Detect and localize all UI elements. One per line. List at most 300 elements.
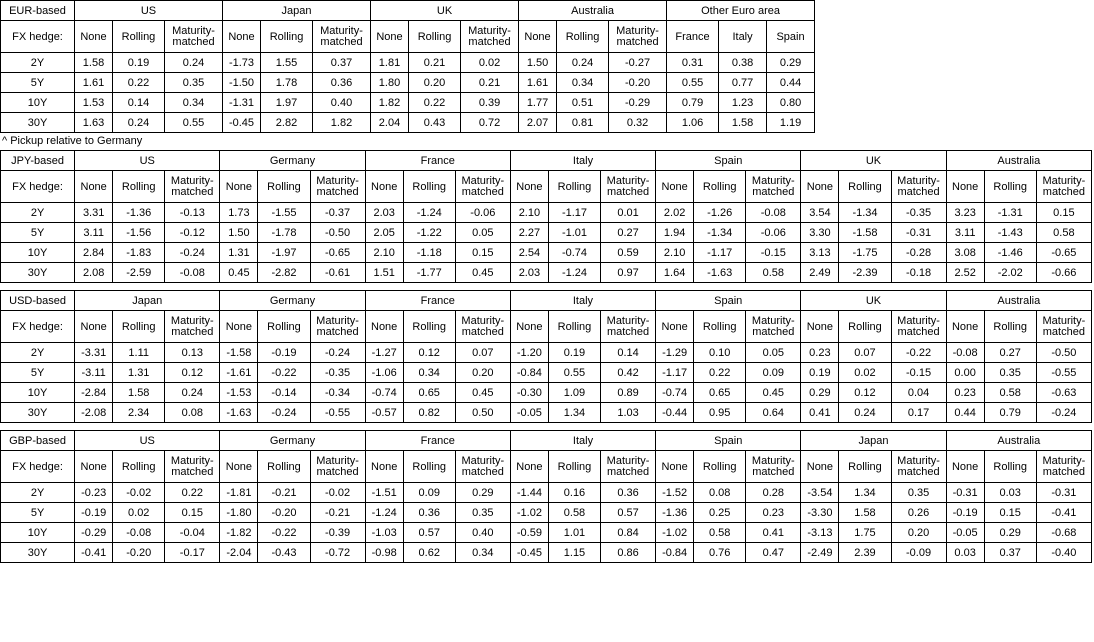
sub-header: None xyxy=(656,171,694,203)
data-cell: 0.55 xyxy=(667,73,719,93)
data-cell: 2.02 xyxy=(656,203,694,223)
sub-header: None xyxy=(75,21,113,53)
data-cell: -1.36 xyxy=(113,203,165,223)
row-label: 2Y xyxy=(1,203,75,223)
data-cell: 1.23 xyxy=(719,93,767,113)
sub-header: None xyxy=(519,21,557,53)
data-cell: 0.09 xyxy=(746,363,801,383)
data-cell: -1.22 xyxy=(403,223,455,243)
sub-header: Rolling xyxy=(403,451,455,483)
table-row xyxy=(1,543,1092,563)
data-cell: -1.02 xyxy=(656,523,694,543)
data-cell: 0.28 xyxy=(746,483,801,503)
data-cell: 1.82 xyxy=(371,93,409,113)
sub-header: Maturity- matched xyxy=(165,311,220,343)
sub-header: None xyxy=(365,311,403,343)
data-cell: -1.36 xyxy=(656,503,694,523)
data-cell: 0.29 xyxy=(767,53,815,73)
data-cell: 0.15 xyxy=(1036,203,1091,223)
data-cell: -1.52 xyxy=(656,483,694,503)
data-cell: -1.58 xyxy=(839,223,891,243)
data-cell: -1.17 xyxy=(656,363,694,383)
fx-hedge-label: FX hedge: xyxy=(1,21,75,53)
data-cell: -0.23 xyxy=(75,483,113,503)
data-cell: -1.97 xyxy=(258,243,310,263)
data-cell: 1.58 xyxy=(113,383,165,403)
block-gap xyxy=(0,423,1094,430)
data-cell: -0.17 xyxy=(165,543,220,563)
table-row xyxy=(1,53,815,73)
data-cell: -1.27 xyxy=(365,343,403,363)
sub-header: Rolling xyxy=(694,311,746,343)
data-cell: 0.51 xyxy=(557,93,609,113)
sub-header: None xyxy=(656,311,694,343)
sub-header: Rolling xyxy=(261,21,313,53)
data-cell: 1.63 xyxy=(75,113,113,133)
data-cell: -1.55 xyxy=(258,203,310,223)
fx-hedge-label: FX hedge: xyxy=(1,451,75,483)
sub-header: None xyxy=(946,311,984,343)
data-cell: -0.15 xyxy=(891,363,946,383)
data-cell: -1.83 xyxy=(113,243,165,263)
header-row-groups xyxy=(1,291,1092,311)
data-cell: -0.68 xyxy=(1036,523,1091,543)
group-header: Italy xyxy=(510,291,655,311)
header-row-sub xyxy=(1,311,1092,343)
data-cell: -0.66 xyxy=(1036,263,1091,283)
data-cell: -1.63 xyxy=(694,263,746,283)
data-cell: 2.10 xyxy=(510,203,548,223)
sub-header: None xyxy=(801,451,839,483)
sub-header: Maturity- matched xyxy=(461,21,519,53)
sub-header: Maturity- matched xyxy=(1036,451,1091,483)
data-cell: 1.58 xyxy=(75,53,113,73)
sub-header: Rolling xyxy=(839,451,891,483)
sub-header: Maturity- matched xyxy=(601,311,656,343)
data-cell: 0.45 xyxy=(455,263,510,283)
data-cell: 0.44 xyxy=(767,73,815,93)
data-cell: 2.07 xyxy=(519,113,557,133)
data-cell: 0.03 xyxy=(984,483,1036,503)
data-cell: 1.78 xyxy=(261,73,313,93)
data-cell: 0.17 xyxy=(891,403,946,423)
data-cell: -0.74 xyxy=(548,243,600,263)
sub-header: Rolling xyxy=(548,311,600,343)
data-cell: -0.21 xyxy=(258,483,310,503)
data-cell: 1.19 xyxy=(767,113,815,133)
data-cell: 2.10 xyxy=(656,243,694,263)
data-cell: 2.49 xyxy=(801,263,839,283)
data-cell: -0.45 xyxy=(510,543,548,563)
data-cell: 2.04 xyxy=(371,113,409,133)
data-cell: -2.08 xyxy=(75,403,113,423)
data-cell: -1.31 xyxy=(984,203,1036,223)
data-cell: 0.05 xyxy=(746,343,801,363)
data-cell: -0.84 xyxy=(510,363,548,383)
data-cell: -2.39 xyxy=(839,263,891,283)
data-cell: -3.11 xyxy=(75,363,113,383)
data-cell: -0.31 xyxy=(891,223,946,243)
data-cell: 0.29 xyxy=(801,383,839,403)
sub-header: Maturity- matched xyxy=(891,171,946,203)
data-cell: -0.15 xyxy=(746,243,801,263)
group-header: Italy xyxy=(510,151,655,171)
data-cell: 0.15 xyxy=(984,503,1036,523)
data-cell: 0.59 xyxy=(601,243,656,263)
data-cell: 3.11 xyxy=(946,223,984,243)
data-cell: 1.03 xyxy=(601,403,656,423)
sub-header: Rolling xyxy=(557,21,609,53)
sub-header: None xyxy=(801,171,839,203)
data-cell: -0.02 xyxy=(310,483,365,503)
sub-header: Spain xyxy=(767,21,815,53)
data-cell: 0.20 xyxy=(455,363,510,383)
table-row xyxy=(1,73,815,93)
data-cell: 0.55 xyxy=(165,113,223,133)
data-cell: 0.12 xyxy=(165,363,220,383)
data-cell: -1.34 xyxy=(839,203,891,223)
data-cell: 0.58 xyxy=(1036,223,1091,243)
data-cell: 2.52 xyxy=(946,263,984,283)
group-header: Australia xyxy=(946,151,1091,171)
data-cell: -0.21 xyxy=(310,503,365,523)
footnote-eur: ^ Pickup relative to Germany xyxy=(2,135,143,147)
table-row xyxy=(1,263,1092,283)
data-cell: 0.19 xyxy=(113,53,165,73)
data-cell: 0.80 xyxy=(767,93,815,113)
data-cell: -0.12 xyxy=(165,223,220,243)
data-cell: 1.64 xyxy=(656,263,694,283)
data-cell: 1.77 xyxy=(519,93,557,113)
sub-header: Rolling xyxy=(839,311,891,343)
data-cell: 0.04 xyxy=(891,383,946,403)
sub-header: Maturity- matched xyxy=(455,171,510,203)
data-cell: 1.50 xyxy=(220,223,258,243)
data-cell: -0.06 xyxy=(746,223,801,243)
data-cell: 1.15 xyxy=(548,543,600,563)
data-cell: -0.14 xyxy=(258,383,310,403)
group-header: Japan xyxy=(223,1,371,21)
data-cell: -1.31 xyxy=(223,93,261,113)
sub-header: Rolling xyxy=(403,311,455,343)
data-cell: 3.08 xyxy=(946,243,984,263)
sub-header: Maturity- matched xyxy=(746,311,801,343)
data-cell: 2.05 xyxy=(365,223,403,243)
row-label: 5Y xyxy=(1,503,75,523)
row-label: 10Y xyxy=(1,243,75,263)
data-cell: 2.03 xyxy=(365,203,403,223)
data-cell: 0.41 xyxy=(801,403,839,423)
data-cell: -0.57 xyxy=(365,403,403,423)
data-cell: 0.55 xyxy=(548,363,600,383)
sub-header: None xyxy=(75,311,113,343)
sub-header: None xyxy=(510,171,548,203)
data-cell: 0.14 xyxy=(601,343,656,363)
data-cell: 0.10 xyxy=(694,343,746,363)
data-cell: -0.08 xyxy=(113,523,165,543)
data-cell: -0.24 xyxy=(1036,403,1091,423)
data-cell: 0.14 xyxy=(113,93,165,113)
data-cell: -1.24 xyxy=(365,503,403,523)
sub-header: Maturity- matched xyxy=(455,311,510,343)
data-cell: -0.63 xyxy=(1036,383,1091,403)
data-cell: 0.62 xyxy=(403,543,455,563)
table-row xyxy=(1,223,1092,243)
data-cell: 0.23 xyxy=(946,383,984,403)
data-cell: 0.27 xyxy=(984,343,1036,363)
row-label: 30Y xyxy=(1,543,75,563)
data-cell: 0.42 xyxy=(601,363,656,383)
data-cell: 0.02 xyxy=(113,503,165,523)
data-cell: 0.34 xyxy=(165,93,223,113)
sub-header: Rolling xyxy=(258,171,310,203)
data-cell: 1.94 xyxy=(656,223,694,243)
data-cell: -0.22 xyxy=(258,363,310,383)
data-cell: -0.24 xyxy=(258,403,310,423)
sub-header: Maturity- matched xyxy=(313,21,371,53)
data-cell: 1.09 xyxy=(548,383,600,403)
data-cell: 0.02 xyxy=(839,363,891,383)
data-cell: -0.27 xyxy=(609,53,667,73)
data-cell: -0.24 xyxy=(165,243,220,263)
data-cell: -0.45 xyxy=(223,113,261,133)
data-cell: -0.28 xyxy=(891,243,946,263)
sub-header: None xyxy=(801,311,839,343)
data-cell: 0.82 xyxy=(403,403,455,423)
data-cell: -1.75 xyxy=(839,243,891,263)
header-row-sub xyxy=(1,171,1092,203)
sub-header: Rolling xyxy=(839,171,891,203)
data-cell: -3.54 xyxy=(801,483,839,503)
group-header: Italy xyxy=(510,431,655,451)
group-header: Japan xyxy=(75,291,220,311)
group-header: Australia xyxy=(946,431,1091,451)
data-cell: 1.50 xyxy=(519,53,557,73)
data-cell: 0.23 xyxy=(801,343,839,363)
data-cell: 0.34 xyxy=(403,363,455,383)
sub-header: None xyxy=(75,451,113,483)
data-cell: 0.26 xyxy=(891,503,946,523)
data-cell: 2.82 xyxy=(261,113,313,133)
table-row xyxy=(1,113,815,133)
data-cell: -0.08 xyxy=(746,203,801,223)
data-cell: 0.41 xyxy=(746,523,801,543)
data-cell: 0.65 xyxy=(403,383,455,403)
table-gbp-based xyxy=(0,430,1092,563)
data-cell: -0.41 xyxy=(75,543,113,563)
sub-header: Maturity- matched xyxy=(165,451,220,483)
sub-header: Maturity- matched xyxy=(891,311,946,343)
sub-header: Rolling xyxy=(113,21,165,53)
row-label: 2Y xyxy=(1,343,75,363)
data-cell: 1.81 xyxy=(371,53,409,73)
table-row xyxy=(1,383,1092,403)
group-header: Other Euro area xyxy=(667,1,815,21)
data-cell: -1.80 xyxy=(220,503,258,523)
data-cell: 1.82 xyxy=(313,113,371,133)
sub-header: None xyxy=(220,311,258,343)
table-row xyxy=(1,93,815,113)
sub-header: Maturity- matched xyxy=(601,451,656,483)
data-cell: 0.24 xyxy=(557,53,609,73)
sub-header: None xyxy=(946,171,984,203)
sub-header: Rolling xyxy=(694,171,746,203)
data-cell: -1.01 xyxy=(548,223,600,243)
data-cell: 0.36 xyxy=(313,73,371,93)
group-header: Spain xyxy=(656,291,801,311)
header-row-sub xyxy=(1,451,1092,483)
data-cell: 0.97 xyxy=(601,263,656,283)
group-header: UK xyxy=(801,151,946,171)
data-cell: 1.31 xyxy=(220,243,258,263)
group-header: Australia xyxy=(946,291,1091,311)
data-cell: 0.79 xyxy=(984,403,1036,423)
data-cell: 1.01 xyxy=(548,523,600,543)
data-cell: -1.73 xyxy=(223,53,261,73)
sub-header: Rolling xyxy=(984,451,1036,483)
sub-header: Maturity- matched xyxy=(601,171,656,203)
sub-header: Rolling xyxy=(113,311,165,343)
sub-header: Rolling xyxy=(548,171,600,203)
data-cell: 0.15 xyxy=(455,243,510,263)
table-row xyxy=(1,243,1092,263)
data-cell: 0.13 xyxy=(165,343,220,363)
data-cell: -0.35 xyxy=(310,363,365,383)
sub-header: Maturity- matched xyxy=(891,451,946,483)
data-cell: -1.24 xyxy=(548,263,600,283)
data-cell: 3.30 xyxy=(801,223,839,243)
data-cell: -1.24 xyxy=(403,203,455,223)
data-cell: 0.64 xyxy=(746,403,801,423)
data-cell: -0.05 xyxy=(946,523,984,543)
data-cell: -0.98 xyxy=(365,543,403,563)
data-cell: 1.75 xyxy=(839,523,891,543)
data-cell: -3.31 xyxy=(75,343,113,363)
data-cell: -0.19 xyxy=(946,503,984,523)
data-cell: -1.26 xyxy=(694,203,746,223)
sub-header: None xyxy=(371,21,409,53)
data-cell: 0.84 xyxy=(601,523,656,543)
sub-header: Rolling xyxy=(548,451,600,483)
sub-header: Maturity- matched xyxy=(165,21,223,53)
data-cell: -0.74 xyxy=(365,383,403,403)
sub-header: Rolling xyxy=(113,171,165,203)
data-cell: -1.29 xyxy=(656,343,694,363)
sub-header: None xyxy=(510,311,548,343)
data-cell: -0.22 xyxy=(258,523,310,543)
data-cell: -1.50 xyxy=(223,73,261,93)
data-cell: 0.81 xyxy=(557,113,609,133)
data-cell: -1.63 xyxy=(220,403,258,423)
data-cell: 0.58 xyxy=(548,503,600,523)
row-label: 5Y xyxy=(1,223,75,243)
row-label: 30Y xyxy=(1,113,75,133)
data-cell: -0.02 xyxy=(113,483,165,503)
data-cell: 0.20 xyxy=(891,523,946,543)
data-cell: 0.24 xyxy=(165,53,223,73)
header-row-sub xyxy=(1,21,815,53)
data-cell: -0.44 xyxy=(656,403,694,423)
data-cell: 1.51 xyxy=(365,263,403,283)
data-cell: 3.54 xyxy=(801,203,839,223)
data-cell: -0.19 xyxy=(258,343,310,363)
sub-header: Rolling xyxy=(258,451,310,483)
group-header: Japan xyxy=(801,431,946,451)
data-cell: -1.17 xyxy=(548,203,600,223)
data-cell: 0.40 xyxy=(313,93,371,113)
data-cell: -0.43 xyxy=(258,543,310,563)
header-row-groups xyxy=(1,1,815,21)
data-cell: 0.35 xyxy=(165,73,223,93)
table-row xyxy=(1,403,1092,423)
table-row xyxy=(1,503,1092,523)
data-cell: 0.58 xyxy=(694,523,746,543)
group-header: France xyxy=(365,431,510,451)
data-cell: 0.08 xyxy=(165,403,220,423)
data-cell: 0.58 xyxy=(746,263,801,283)
data-cell: -2.84 xyxy=(75,383,113,403)
data-cell: 0.01 xyxy=(601,203,656,223)
sub-header: Maturity- matched xyxy=(1036,171,1091,203)
corner-label: GBP-based xyxy=(1,431,75,451)
group-header: Spain xyxy=(656,151,801,171)
data-cell: 0.31 xyxy=(667,53,719,73)
data-cell: -0.50 xyxy=(310,223,365,243)
data-cell: 2.84 xyxy=(75,243,113,263)
sub-header: Maturity- matched xyxy=(165,171,220,203)
sub-header: None xyxy=(946,451,984,483)
data-cell: 1.11 xyxy=(113,343,165,363)
corner-label: EUR-based xyxy=(1,1,75,21)
sub-header: None xyxy=(510,451,548,483)
data-cell: 0.57 xyxy=(601,503,656,523)
data-cell: -1.17 xyxy=(694,243,746,263)
sub-header: Maturity- matched xyxy=(310,171,365,203)
data-cell: 0.36 xyxy=(601,483,656,503)
data-cell: 0.24 xyxy=(839,403,891,423)
data-cell: 1.80 xyxy=(371,73,409,93)
data-cell: -0.34 xyxy=(310,383,365,403)
data-cell: 0.19 xyxy=(548,343,600,363)
sub-header: None xyxy=(220,451,258,483)
group-header: US xyxy=(75,1,223,21)
data-cell: -0.41 xyxy=(1036,503,1091,523)
data-cell: -0.19 xyxy=(75,503,113,523)
data-cell: -1.02 xyxy=(510,503,548,523)
data-cell: 0.77 xyxy=(719,73,767,93)
data-cell: 0.05 xyxy=(455,223,510,243)
data-cell: 0.24 xyxy=(113,113,165,133)
data-cell: 0.47 xyxy=(746,543,801,563)
data-cell: 0.03 xyxy=(946,543,984,563)
data-cell: 0.25 xyxy=(694,503,746,523)
group-header: France xyxy=(365,291,510,311)
data-cell: -0.31 xyxy=(946,483,984,503)
sub-header: None xyxy=(365,451,403,483)
sub-header: Maturity- matched xyxy=(310,451,365,483)
group-header: US xyxy=(75,151,220,171)
data-cell: 0.50 xyxy=(455,403,510,423)
data-cell: -0.31 xyxy=(1036,483,1091,503)
data-cell: -0.39 xyxy=(310,523,365,543)
data-cell: -0.08 xyxy=(165,263,220,283)
table-row xyxy=(1,203,1092,223)
table-row xyxy=(1,343,1092,363)
data-cell: -0.13 xyxy=(165,203,220,223)
row-label: 30Y xyxy=(1,263,75,283)
data-cell: -0.29 xyxy=(75,523,113,543)
sub-header: Rolling xyxy=(403,171,455,203)
